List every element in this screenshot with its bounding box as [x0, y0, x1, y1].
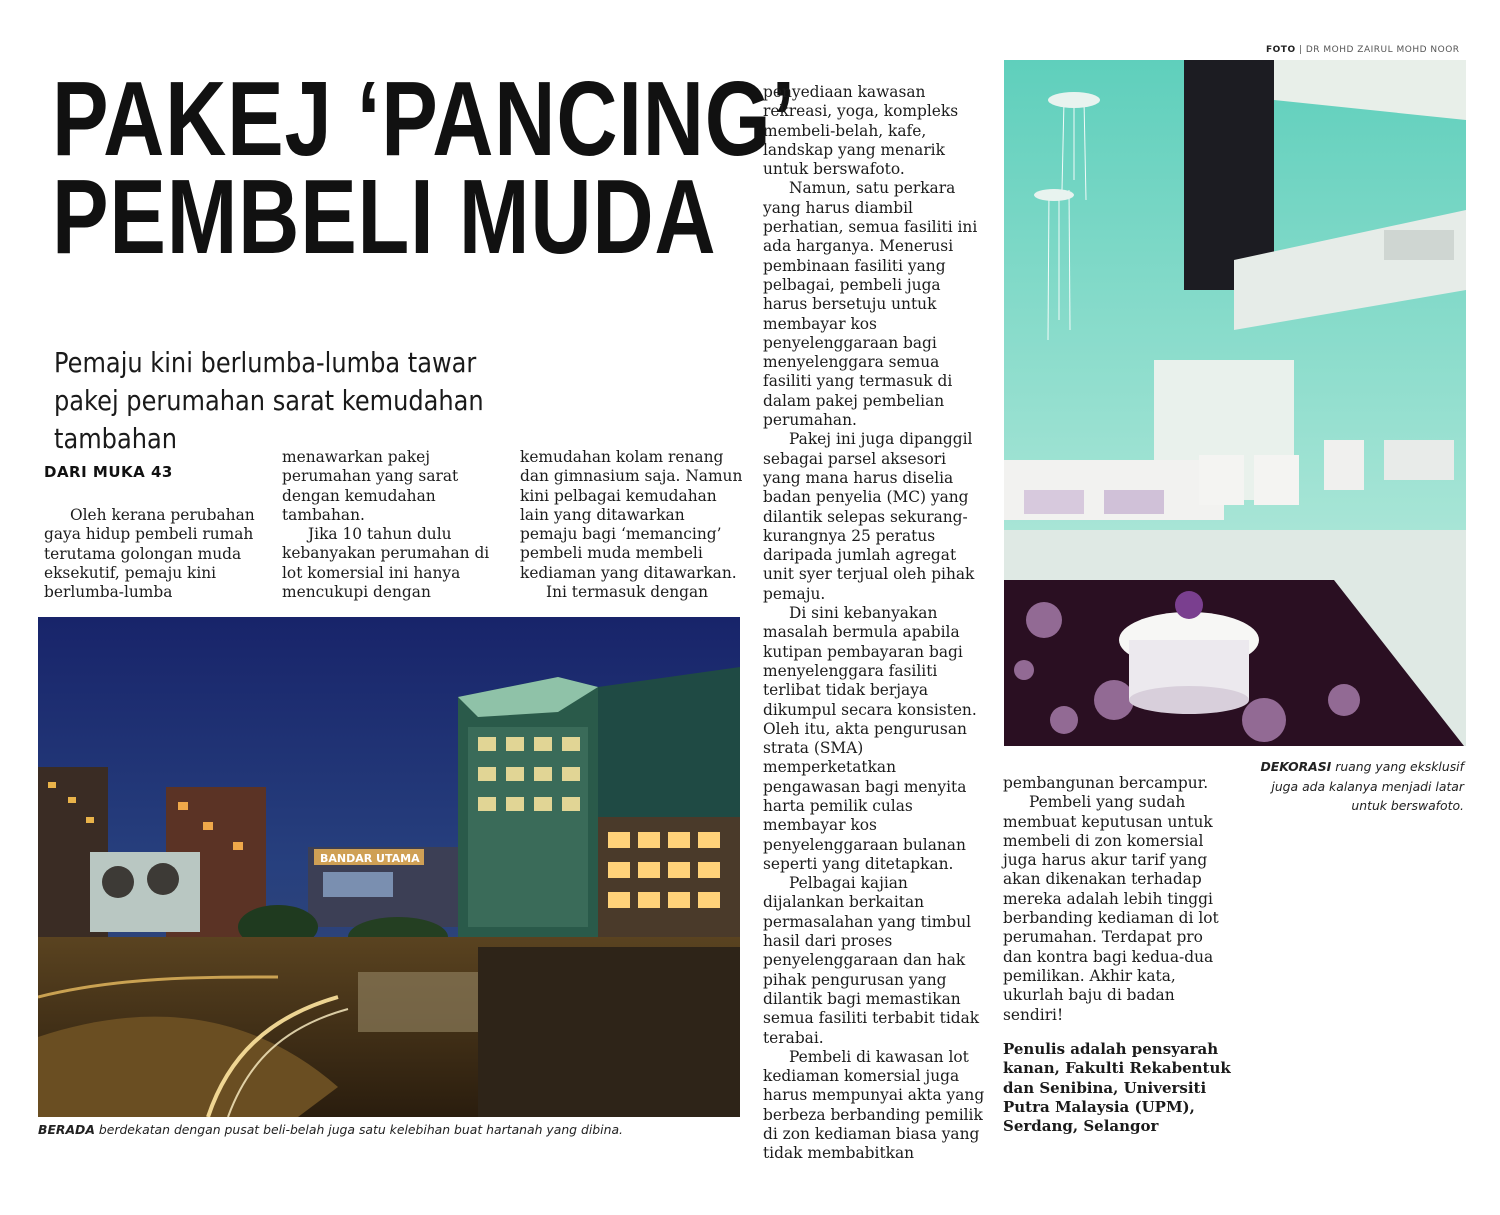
caption-text: ruang yang eksklusif juga ada kalanya menjadi latar untuk berswafoto.	[1271, 759, 1464, 813]
mall-night-illustration	[38, 617, 740, 1117]
caption-lead: DEKORASI	[1260, 759, 1332, 774]
headline-line-2: PEMBELI MUDA	[52, 158, 717, 276]
article-column-4	[763, 83, 985, 1164]
paragraph: penyediaan kawasan rekreasi, yoga, kompleks membeli-belah, kafe, landskap yang menarik untuk berswafoto.	[763, 83, 959, 179]
paragraph: Pakej ini juga dipanggil sebagai parsel aksesori yang mana harus diselia badan penyelia (MC) yang dilantik selepas sekurang-kurangnya 25 peratus daripada jumlah agregat unit syer terjual oleh pihak pemaju.	[763, 430, 975, 603]
credit-label: FOTO	[1266, 45, 1296, 55]
headline	[52, 60, 796, 276]
caption-lead: BERADA	[38, 1122, 95, 1137]
article-column-3	[520, 448, 744, 602]
paragraph: Pembeli di kawasan lot kediaman komersial juga harus mempunyai akta yang berbeza berbanding pemilik di zon kediaman biasa yang tidak membabitkan	[763, 1047, 985, 1163]
article-column-1	[44, 506, 258, 602]
headline-line-1: PAKEJ ‘PANCING’	[52, 60, 796, 178]
mall-night-photo	[38, 617, 740, 1117]
interior-photo	[1004, 60, 1466, 746]
photo-credit	[1266, 45, 1460, 55]
paragraph: Oleh kerana perubahan gaya hidup pembeli rumah terutama golongan muda eksekutif, pemaju kini berlumba-lumba	[44, 506, 255, 602]
article-column-5	[1003, 774, 1225, 1025]
credit-separator: |	[1295, 45, 1306, 55]
credit-name: DR MOHD ZAIRUL MOHD NOOR	[1305, 45, 1460, 55]
paragraph: Namun, satu perkara yang harus diambil perhatian, semua fasiliti ini ada harganya. Menerusi pembinaan fasiliti yang pelbagai, pembeli juga harus bersetuju untuk membayar kos penyelenggaraan bagi menyelenggara semua fasiliti yang termasuk di dalam pakej pembelian perumahan.	[763, 179, 978, 430]
paragraph: kemudahan kolam renang dan gimnasium saja. Namun kini pelbagai kemudahan lain yang ditawarkan pemaju bagi ‘memancing’ pembeli muda membeli kediaman yang ditawarkan.	[520, 448, 743, 582]
paragraph: Pembeli yang sudah membuat keputusan untuk membeli di zon komersial juga harus akur tarif yang akan dikenakan terhadap mereka adalah lebih tinggi berbanding kediaman di lot perumahan. Terdapat pro dan kontra bagi kedua-dua pemilikan. Akhir kata, ukurlah baju di badan sendiri!	[1003, 793, 1219, 1024]
paragraph: Di sini kebanyakan masalah bermula apabila kutipan pembayaran bagi menyelenggara fasiliti terlibat tidak berjaya dikumpul secara konsisten. Oleh itu, akta pengurusan strata (SMA) memperketatkan pengawasan bagi menyita harta pemilik culas membayar kos penyelenggaraan bulanan seperti yang ditetapkan.	[763, 604, 977, 873]
bandar-utama-sign: BANDAR UTAMA	[320, 852, 420, 865]
subheadline: Pemaju kini berlumba-lumba tawar pakej perumahan sarat kemudahan tambahan	[54, 346, 484, 455]
photo2-caption	[1250, 757, 1464, 816]
interior-illustration	[1004, 60, 1466, 746]
paragraph: Ini termasuk dengan	[546, 583, 709, 602]
paragraph: Pelbagai kajian dijalankan berkaitan permasalahan yang timbul hasil dari proses penyelenggaraan dan hak pihak pengurusan yang dilantik bagi memastikan semua fasiliti terbabit tidak terabai.	[763, 874, 980, 1047]
paragraph: pembangunan bercampur.	[1003, 774, 1209, 792]
jump-label: DARI MUKA 43	[44, 463, 173, 481]
caption-text: berdekatan dengan pusat beli-belah juga satu kelebihan buat hartanah yang dibina.	[94, 1122, 623, 1137]
article-column-2	[282, 448, 496, 602]
paragraph: Jika 10 tahun dulu kebanyakan perumahan di lot komersial ini hanya mencukupi dengan	[282, 525, 490, 602]
paragraph: menawarkan pakej perumahan yang sarat dengan kemudahan tambahan.	[282, 448, 459, 524]
author-bio: Penulis adalah pensyarah kanan, Fakulti Rekabentuk dan Senibina, Universiti Putra Malaysia (UPM), Serdang, Selangor	[1003, 1040, 1231, 1136]
photo1-caption	[38, 1122, 758, 1137]
